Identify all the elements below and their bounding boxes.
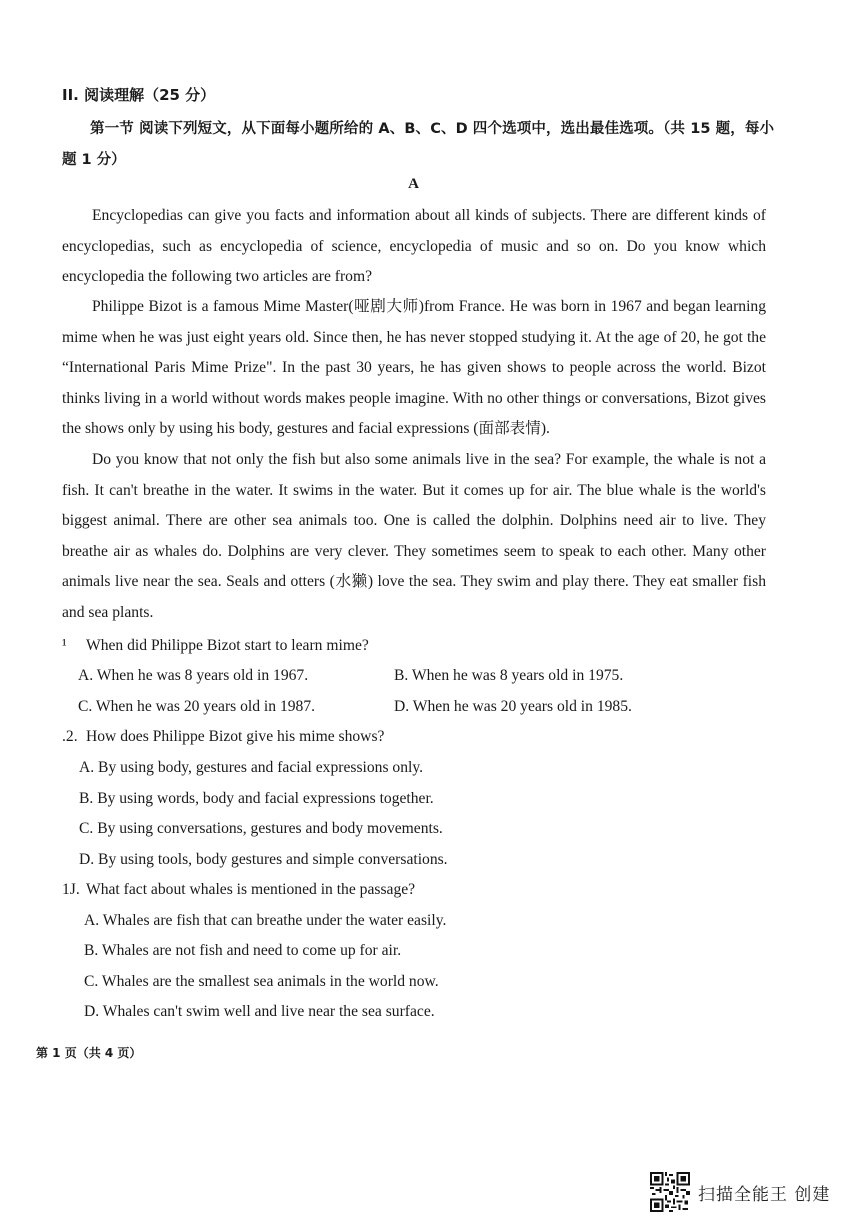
option-a: A. When he was 8 years old in 1967. <box>78 667 309 684</box>
page-footer: 第 1 页（共 4 页） <box>36 1046 142 1060</box>
qr-code-icon <box>650 1172 690 1212</box>
option-a: A. By using body, gestures and facial expressions only. <box>79 759 424 776</box>
watermark-text: 扫描全能王 创建 <box>698 1184 831 1205</box>
option-c: C. When he was 20 years old in 1987. <box>78 698 316 715</box>
scanner-watermark <box>650 1172 830 1212</box>
question-2-stem <box>62 728 384 746</box>
question-1-stem <box>62 637 369 655</box>
option-d: D. Whales can't swim well and live near the sea surface. <box>84 1003 435 1020</box>
question-number: 1J. <box>62 881 80 898</box>
question-number: .2. <box>62 728 78 745</box>
question-3-stem <box>62 881 415 899</box>
option-a: A. Whales are fish that can breathe under the water easily. <box>84 912 447 929</box>
passage-label: A <box>408 176 419 192</box>
option-c: C. Whales are the smallest sea animals in the world now. <box>84 973 439 990</box>
question-text: How does Philippe Bizot give his mime shows? <box>86 728 385 745</box>
option-d: D. By using tools, body gestures and simple conversations. <box>79 851 448 868</box>
section-instruction: 第一节 阅读下列短文，从下面每小题所给的 A、B、C、D 四个选项中，选出最佳选项。（共 15 题，每小题 1 分） <box>62 121 774 168</box>
question-number: ¹ <box>62 637 67 654</box>
option-d: D. When he was 20 years old in 1985. <box>394 698 632 715</box>
passage-paragraph: Encyclopedias can give you facts and information about all kinds of subjects. There are different kinds of encyclopedias, such as encyclopedia of science, encyclopedia of music and so on. Do you know which encyclopedia the following two articles are from? <box>62 207 766 286</box>
passage-paragraph: Do you know that not only the fish but also some animals live in the sea? For example, the whale is not a fish. It can't breathe in the water. It swims in the water. But it comes up for air. The blue whale is the world's biggest animal. There are other sea animals too. One is called the dolphin. Dolphins need air to live. They breathe air as whales do. Dolphins are very clever. They sometimes seem to speak to each other. Many other animals live near the sea. Seals and otters (水獭) love the sea. They swim and play there. They eat smaller fish and sea plants. <box>62 451 766 621</box>
question-text: When did Philippe Bizot start to learn mime? <box>86 637 369 654</box>
question-text: What fact about whales is mentioned in the passage? <box>86 881 416 898</box>
passage-paragraph: Philippe Bizot is a famous Mime Master(哑剧大师)from France. He was born in 1967 and began learning mime when he was just eight years old. Since then, he has never stopped studying it. At the age of 20, he got the “International Paris Mime Prize". In the past 30 years, he has given shows to people across the world. Bizot thinks living in a world without words makes people imagine. With no other things or conversations, Bizot gives the shows only by using his body, gestures and facial expressions (面部表情). <box>62 298 766 438</box>
section-title: II. 阅读理解（25 分） <box>62 86 216 104</box>
option-b: B. By using words, body and facial expressions together. <box>79 790 434 807</box>
option-b: B. Whales are not fish and need to come up for air. <box>84 942 402 959</box>
option-b: B. When he was 8 years old in 1975. <box>394 667 624 684</box>
option-c: C. By using conversations, gestures and body movements. <box>79 820 443 837</box>
